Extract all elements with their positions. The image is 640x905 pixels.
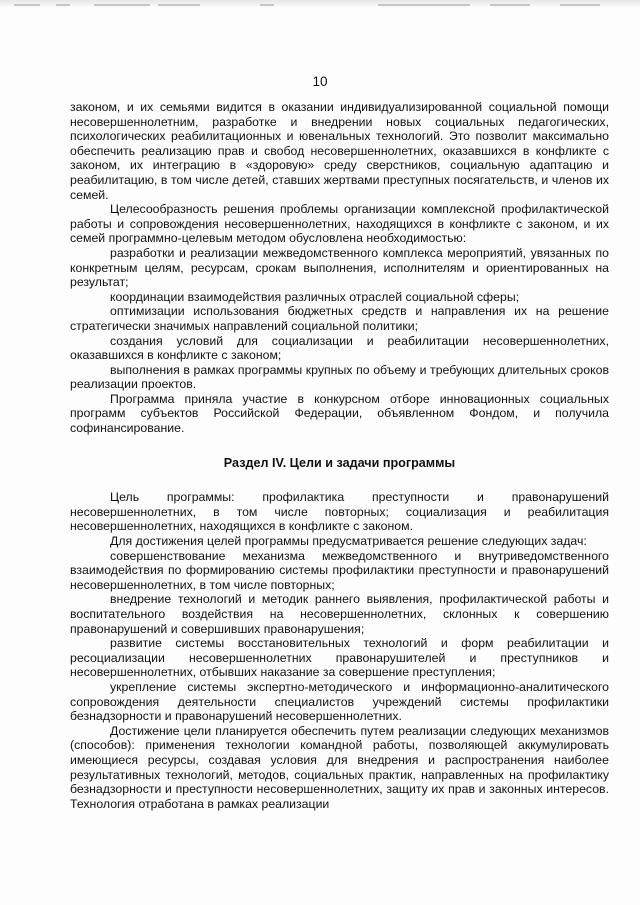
list-item: выполнения в рамках программы крупных по объему и требующих длительных сроков реализации проектов. (70, 362, 609, 392)
list-item: совершенствование механизма межведомственного и внутриведомственного взаимодействия по формированию системы профилактики преступности и правонарушений несовершеннолетних, в том числе повторных; (70, 548, 609, 592)
list-item: укрепление системы экспертно-методического и информационно-аналитического сопровождения деятельности специалистов учреждений системы профилактики безнадзорности и правонарушений несовершеннолетних. (70, 679, 609, 724)
paragraphs-after-section (70, 490, 609, 811)
list-item: координации взаимодействия различных отраслей социальной сферы; (110, 289, 520, 304)
paragraphs-before-section (70, 100, 609, 436)
paragraph: Программа приняла участие в конкурсном отборе инновационных социальных программ субъектов Российской Федерации, объявленном Фондом, и получила софинансирование. (70, 391, 609, 436)
paragraph: Достижение цели планируется обеспечить путем реализации следующих механизмов (способов): применения технологии командной работы, позволяющей аккумулировать имеющиеся ресурсы, создавая условия для внедрения и распространения наиболее результативных технологий, методов, социальных практик, направленных на профилактику безнадзорности и преступности несовершеннолетних, защиту их прав и законных интересов. Технология отработана в рамках реализации (70, 723, 609, 811)
paragraph: Для достижения целей программы предусматривается решение следующих задач: (110, 534, 587, 549)
scan-noise (0, 2, 640, 8)
list-item: внедрение технологий и методик раннего выявления, профилактической работы и воспитательного воздействия на несовершеннолетних, склонных к совершению правонарушений и совершивших правонарушения; (70, 592, 609, 636)
paragraph: Целесообразность решения проблемы организации комплексной профилактической работы и сопровождения несовершеннолетних, находящихся в конфликте с законом, и их семей программно-целевым методом обусловлена необходимостью: (70, 202, 609, 246)
list-item: создания условий для социализации и реабилитации несовершеннолетних, оказавшихся в конфликте с законом; (70, 333, 609, 363)
paragraph: Цель программы: профилактика преступности и правонарушений несовершеннолетних, в том числе повторных; социализация и реабилитация несовершеннолетних, находящихся в конфликте с законом. (70, 490, 609, 534)
list-item: развитие системы восстановительных технологий и форм реабилитации и ресоциализации несовершеннолетних правонарушителей и преступников и несовершеннолетних, отбывших наказание за совершение преступления; (70, 636, 609, 680)
page-number: 10 (312, 74, 328, 89)
list-item: оптимизации использования бюджетных средств и направления их на решение стратегически значимых направлений социальной политики; (70, 304, 609, 333)
document-body (70, 100, 609, 811)
paragraph: законом, и их семьями видится в оказании индивидуализированной социальной помощи несовершеннолетним, разработке и внедрении новых социальных педагогических, психологических реабилитационных и ювенальных технологий. Это позволит максимально обеспечить реализацию прав и свобод несовершеннолетних, оказавшихся в конфликте с законом, их интеграцию в «здоровую» среду сверстников, социальную адаптацию и реабилитацию, в том числе детей, ставших жертвами преступных посягательств, и членов их семей. (70, 100, 609, 202)
section-heading: Раздел IV. Цели и задачи программы (223, 455, 456, 470)
list-item: разработки и реализации межведомственного комплекса мероприятий, увязанных по конкретным целям, ресурсам, срокам выполнения, исполнителям и ориентированных на результат; (70, 245, 609, 290)
